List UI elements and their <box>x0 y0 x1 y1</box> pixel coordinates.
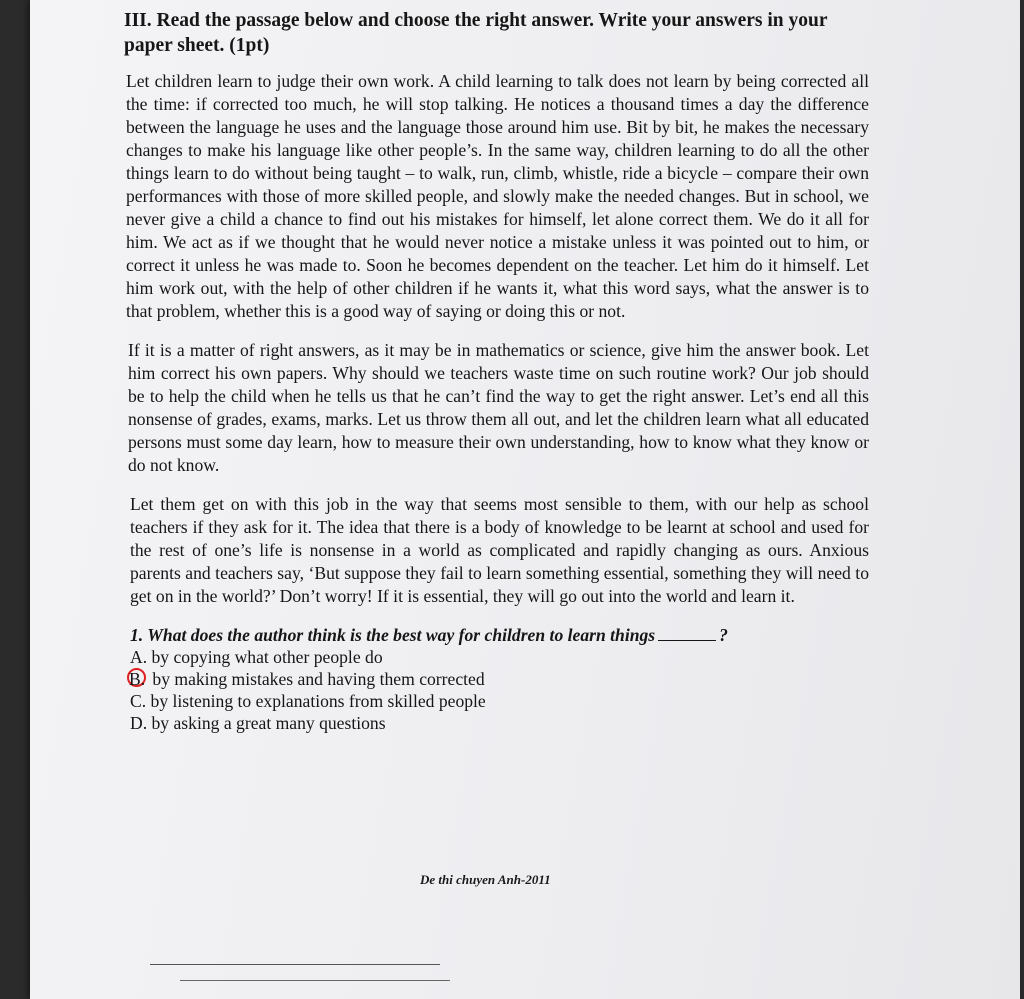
option-a <box>130 646 869 668</box>
option-text: by copying what other people do <box>147 647 383 667</box>
passage-paragraph-1: Let children learn to judge their own work. A child learning to talk does not learn by being corrected all the time: if corrected too much, he will stop talking. He notices a thousand times a day the difference between the language he uses and the language those around him use. Bit by bit, he makes the necessary changes to make his language like other people’s. In the same way, children learning to do all the other things learn to do without being taught – to walk, run, climb, whistle, ride a bicycle – compare their own performances with those of more skilled people, and slowly make the needed changes. But in school, we never give a child a chance to find out his mistakes for himself, let alone correct them. We do it all for him. We act as if we thought that he would never notice a mistake unless it was pointed out to him, or correct it unless he was made to. Soon he becomes dependent on the teacher. Let him do it himself. Let him work out, with the help of other children if he wants it, what this word says, what the answer is to that problem, whether this is a good way of saying or doing this or not. <box>126 71 869 321</box>
passage-paragraph-3: Let them get on with this job in the way that seems most sensible to them, with our help as school teachers if they ask for it. The idea that there is a body of knowledge to be learnt at school and used for the rest of one’s life is nonsense in a world as complicated and rapidly changing as ours. Anxious parents and teachers say, ‘But suppose they fail to learn something essential, something they will need to get on in the world?’ Don’t worry! If it is essential, they will go out into the world and learn it. <box>130 494 869 606</box>
question-stem-line <box>130 624 869 646</box>
question-1 <box>130 624 869 734</box>
option-letter: C. <box>130 691 147 711</box>
option-b <box>130 668 869 690</box>
option-letter: A. <box>130 647 148 667</box>
option-text: by listening to explanations from skilled people <box>146 691 486 711</box>
document-content <box>124 8 869 734</box>
section-heading: III. Read the passage below and choose the right answer. Write your answers in your paper sheet. (1pt) <box>124 10 828 56</box>
option-d <box>130 712 869 734</box>
paper-sheet <box>30 0 1020 999</box>
option-letter: D. <box>130 713 148 733</box>
passage-paragraph-2: If it is a matter of right answers, as it may be in mathematics or science, give him the answer book. Let him correct his own papers. Why should we teachers waste time on such routine work? Our job should be to help the child when he tells us that he can’t find the way to get the right answer. Let’s end all this nonsense of grades, exams, marks. Let us throw them all out, and let the children learn what all educated persons must some day learn, how to measure their own understanding, how to know what they know or do not know. <box>128 340 869 475</box>
question-mark: ? <box>719 625 728 645</box>
option-text: by asking a great many questions <box>147 713 386 733</box>
question-stem: 1. What does the author think is the best way for children to learn things <box>130 625 656 645</box>
footer-rule <box>150 964 440 965</box>
answer-blank <box>658 625 716 641</box>
option-text: by making mistakes and having them corrected <box>148 669 485 689</box>
footer-rule <box>180 980 450 981</box>
option-c <box>130 690 869 712</box>
page-footer: De thi chuyen Anh-2011 <box>420 872 551 887</box>
circled-answer-mark: B. <box>129 669 146 689</box>
